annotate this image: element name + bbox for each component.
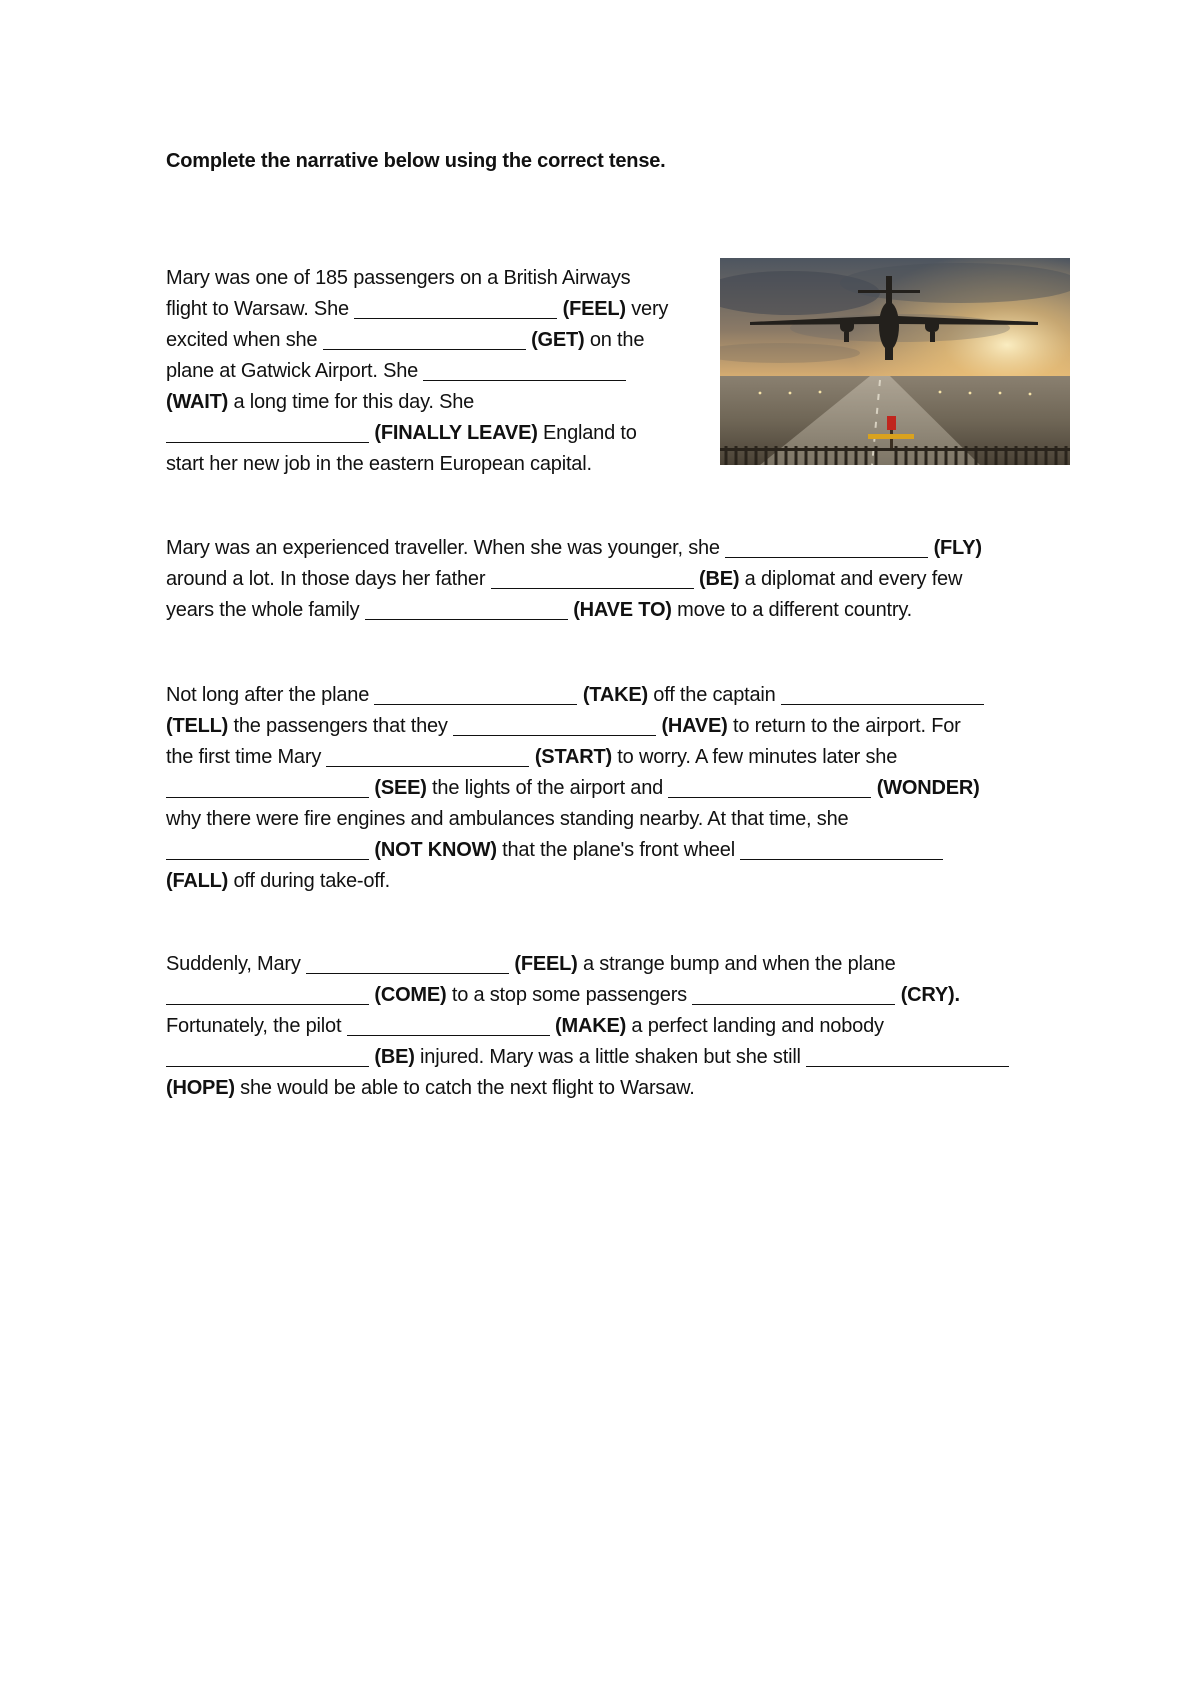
answer-blank[interactable] [347,1015,550,1036]
answer-blank[interactable] [740,839,943,860]
answer-blank[interactable] [781,684,984,705]
narrative-text: Suddenly, Mary [166,953,307,975]
narrative-text: injured. Mary was a little shaken but she still [414,1046,807,1068]
narrative-text: the passengers that they [228,715,454,737]
answer-blank[interactable] [166,984,369,1005]
answer-blank[interactable] [668,777,871,798]
answer-blank[interactable] [453,715,656,736]
verb-prompt: (COME) [374,984,447,1006]
narrative-text: the first time Mary [166,746,327,768]
verb-prompt: (BE) [699,568,740,590]
answer-blank[interactable] [374,684,577,705]
narrative-text: a diplomat and every few [739,568,963,590]
text-line [166,1042,1076,1073]
text-line [166,711,1076,742]
paragraph-2 [166,533,1076,626]
text-line [166,564,1076,595]
narrative-text: move to a different country. [671,599,913,621]
text-line [166,1073,1076,1104]
answer-blank[interactable] [692,984,895,1005]
airplane-landing-photo-icon [720,258,1070,465]
verb-prompt: (FLY) [933,537,982,559]
text-line [166,804,1076,835]
verb-prompt: (CRY). [900,984,960,1006]
narrative-text: start her new job in the eastern European capital. [166,453,592,475]
answer-blank[interactable] [326,746,529,767]
answer-blank[interactable] [166,422,369,443]
verb-prompt: (SEE) [374,777,427,799]
verb-prompt: (GET) [531,329,585,351]
narrative-text: the lights of the airport and [426,777,669,799]
paragraph-4 [166,949,1076,1104]
text-line [166,449,711,480]
verb-prompt: (MAKE) [555,1015,627,1037]
verb-prompt: (NOT KNOW) [374,839,497,861]
text-line [166,680,1076,711]
answer-blank[interactable] [423,360,626,381]
narrative-text: to a stop some passengers [446,984,693,1006]
narrative-text: to return to the airport. For [727,715,961,737]
text-line [166,418,711,449]
answer-blank[interactable] [166,1046,369,1067]
narrative-text: excited when she [166,329,323,351]
instruction-heading: Complete the narrative below using the correct tense. [166,150,666,172]
text-line [166,533,1076,564]
verb-prompt: (TELL) [166,715,229,737]
answer-blank[interactable] [491,568,694,589]
narrative-text: she would be able to catch the next flight to Warsaw. [234,1077,695,1099]
narrative-text: off during take-off. [228,870,390,892]
paragraph-3 [166,680,1076,897]
verb-prompt: (WAIT) [166,391,229,413]
narrative-text: that the plane's front wheel [496,839,741,861]
verb-prompt: (FINALLY LEAVE) [374,422,538,444]
verb-prompt: (START) [534,746,612,768]
text-line [166,356,711,387]
verb-prompt: (WONDER) [876,777,980,799]
answer-blank[interactable] [166,777,369,798]
narrative-text: a strange bump and when the plane [577,953,896,975]
narrative-text: very [625,298,669,320]
narrative-text: Mary was one of 185 passengers on a British Airways [166,267,631,289]
narrative-text: Fortunately, the pilot [166,1015,347,1037]
narrative-text: a long time for this day. She [228,391,475,413]
narrative-text: Mary was an experienced traveller. When she was younger, she [166,537,726,559]
text-line [166,980,1076,1011]
verb-prompt: (FEEL) [562,298,626,320]
answer-blank[interactable] [725,537,928,558]
verb-prompt: (HAVE) [661,715,728,737]
answer-blank[interactable] [323,329,526,350]
text-line [166,949,1076,980]
text-line [166,742,1076,773]
text-line [166,595,1076,626]
narrative-text: plane at Gatwick Airport. She [166,360,424,382]
text-line [166,773,1076,804]
answer-blank[interactable] [365,599,568,620]
text-line [166,294,711,325]
answer-blank[interactable] [166,839,369,860]
answer-blank[interactable] [354,298,557,319]
narrative-text: off the captain [647,684,781,706]
text-line [166,387,711,418]
text-line [166,1011,1076,1042]
verb-prompt: (FEEL) [514,953,578,975]
answer-blank[interactable] [306,953,509,974]
narrative-text: years the whole family [166,599,365,621]
narrative-text: Not long after the plane [166,684,375,706]
verb-prompt: (HAVE TO) [573,599,672,621]
verb-prompt: (TAKE) [582,684,648,706]
text-line [166,325,711,356]
narrative-text: on the [584,329,645,351]
narrative-text: England to [537,422,637,444]
text-line [166,866,1076,897]
answer-blank[interactable] [806,1046,1009,1067]
narrative-text: a perfect landing and nobody [626,1015,884,1037]
narrative-text: around a lot. In those days her father [166,568,491,590]
verb-prompt: (FALL) [166,870,229,892]
paragraph-1 [166,263,711,480]
narrative-text: flight to Warsaw. She [166,298,355,320]
verb-prompt: (BE) [374,1046,415,1068]
text-line [166,835,1076,866]
narrative-text: why there were fire engines and ambulances standing nearby. At that time, she [166,808,849,830]
narrative-text: to worry. A few minutes later she [611,746,898,768]
text-line [166,263,711,294]
verb-prompt: (HOPE) [166,1077,235,1099]
